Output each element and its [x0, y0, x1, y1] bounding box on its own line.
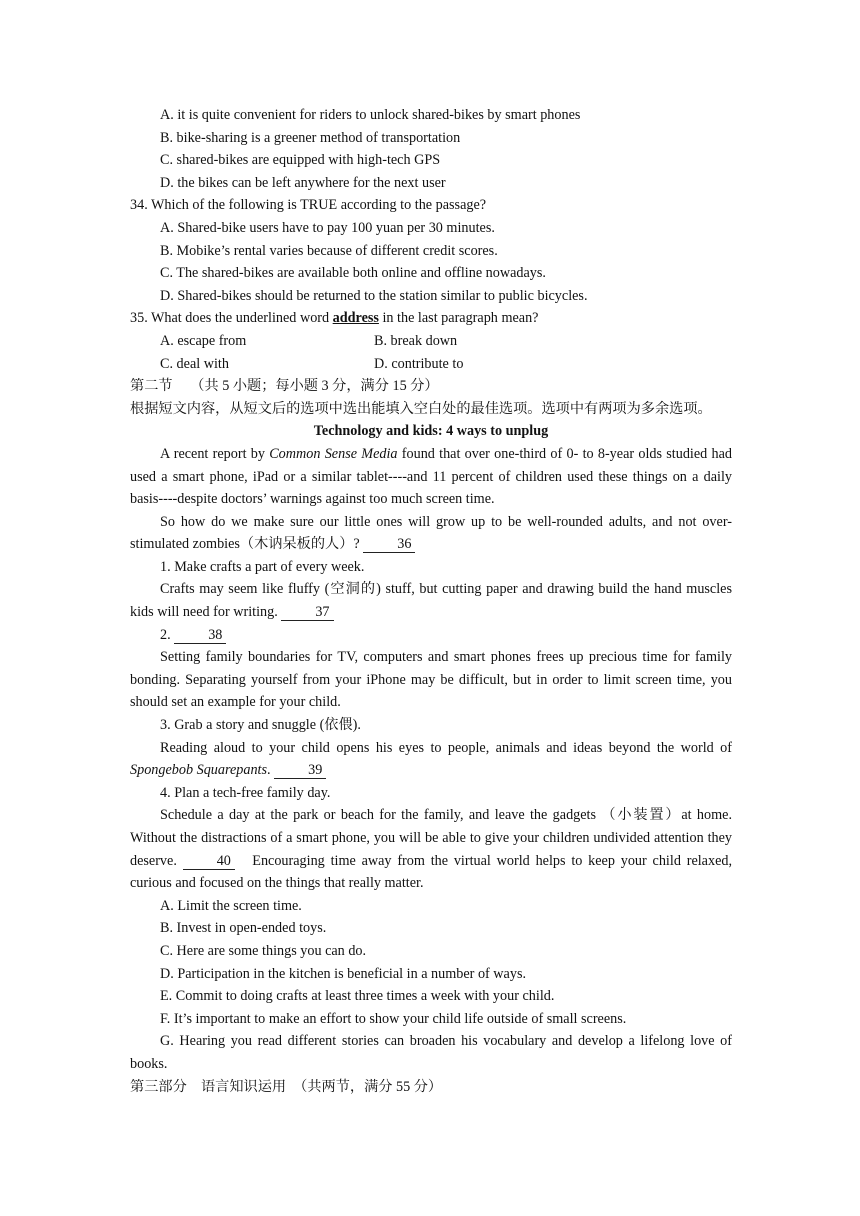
- blank-39[interactable]: 39: [274, 762, 326, 779]
- choice-c: C. Here are some things you can do.: [160, 942, 367, 959]
- q35-option-c: C. deal with: [160, 355, 229, 372]
- q33-option-d: D. the bikes can be left anywhere for the next user: [160, 174, 446, 191]
- choice-f: F. It’s important to make an effort to show your child life outside of small screens.: [160, 1010, 627, 1027]
- blank-38[interactable]: 38: [174, 627, 226, 644]
- blank-37[interactable]: 37: [281, 604, 333, 621]
- q33-option-b: B. bike-sharing is a greener method of transportation: [160, 129, 461, 146]
- heading-4: 4. Plan a tech-free family day.: [160, 784, 331, 801]
- passage-title: Technology and kids: 4 ways to unplug: [313, 423, 549, 440]
- passage-paragraph-5: [130, 737, 732, 782]
- q35-options-row1: [130, 330, 732, 353]
- p5-after: .: [267, 762, 271, 779]
- q34-option-d: D. Shared-bikes should be returned to the station similar to public bicycles.: [160, 287, 588, 304]
- section2-instruction: 根据短文内容，从短文后的选项中选出能填入空白处的最佳选项。选项中有两项为多余选项。: [130, 400, 712, 417]
- passage-paragraph-6: [130, 804, 732, 894]
- blank-40[interactable]: 40: [183, 853, 235, 870]
- p1-before: A recent report by: [160, 445, 270, 462]
- q35-underlined-word: address: [332, 310, 379, 327]
- p3-text: Crafts may seem like fluffy (空洞的) stuff, but cutting paper and drawing build the hand muscles kids will need for writing.: [130, 581, 732, 621]
- q35-stem-before: 35. What does the underlined word: [130, 310, 333, 327]
- q34-option-a: A. Shared-bike users have to pay 100 yuan per 30 minutes.: [160, 219, 495, 236]
- exam-page: [130, 104, 732, 1098]
- passage-paragraph-1: [130, 443, 732, 511]
- q35-option-b: B. break down: [374, 332, 458, 349]
- q35-option-d: D. contribute to: [374, 355, 464, 372]
- choice-d: D. Participation in the kitchen is beneficial in a number of ways.: [160, 965, 527, 982]
- heading-1: 1. Make crafts a part of every week.: [160, 558, 365, 575]
- h2-prefix: 2.: [160, 626, 171, 643]
- heading-2: [130, 624, 732, 647]
- p5-title: Spongebob Squarepants: [130, 762, 268, 779]
- p6-text-b: Encouraging time away from the virtual world helps to keep your child relaxed, curious and focused on the things that really matter.: [130, 852, 733, 892]
- p2-text: So how do we make sure our little ones will grow up to be well-rounded adults, and not over-stimulated zombies（木讷呆板的人）?: [130, 513, 732, 553]
- passage-paragraph-4: Setting family boundaries for TV, computers and smart phones frees up precious time for family bonding. Separating yourself from your iPhone may be difficult, but in order to limit screen time, you should set an example for your child.: [130, 649, 732, 711]
- p5-before: Reading aloud to your child opens his eyes to people, animals and ideas beyond the world of: [160, 739, 732, 756]
- q34-option-c: C. The shared-bikes are available both online and offline nowadays.: [160, 265, 546, 282]
- choice-g: G. Hearing you read different stories can broaden his vocabulary and develop a lifelong love of books.: [130, 1033, 732, 1072]
- q35-options-row2: [130, 353, 732, 376]
- choice-e: E. Commit to doing crafts at least three times a week with your child.: [160, 988, 555, 1005]
- part3-heading: 第三部分 语言知识运用 （共两节，满分 55 分）: [130, 1078, 443, 1095]
- q33-option-c: C. shared-bikes are equipped with high-tech GPS: [160, 152, 441, 169]
- q33-option-a: A. it is quite convenient for riders to unlock shared-bikes by smart phones: [160, 107, 581, 123]
- q34-option-b: B. Mobike’s rental varies because of different credit scores.: [160, 242, 498, 259]
- q35-option-a: A. escape from: [160, 332, 247, 349]
- choice-b: B. Invest in open-ended toys.: [160, 920, 327, 937]
- choice-a: A. Limit the screen time.: [160, 897, 302, 914]
- passage-paragraph-2: [130, 511, 732, 556]
- blank-36[interactable]: 36: [363, 536, 415, 553]
- heading-3: 3. Grab a story and snuggle (依偎).: [160, 717, 361, 734]
- p6-text-a: Schedule a day at the park or beach for the family, and leave the gadgets （小装置）at home. Without the distractions of a smart phone, you will be able to give your children undivided attention they deserve.: [130, 807, 732, 869]
- passage-paragraph-3: [130, 578, 732, 623]
- q35-stem: [130, 307, 732, 330]
- q34-stem: 34. Which of the following is TRUE according to the passage?: [130, 197, 487, 214]
- p1-after: found that over one-third of 0- to 8-year olds studied had used a smart phone, iPad or a similar tablet----and 11 percent of children used these things on a daily basis----despite doctors’ warnings against too much screen time.: [130, 445, 732, 508]
- p1-source: Common Sense Media: [269, 445, 398, 462]
- section2-heading: 第二节 （共 5 小题；每小题 3 分，满分 15 分）: [130, 378, 439, 395]
- q35-stem-after: in the last paragraph mean?: [378, 310, 539, 327]
